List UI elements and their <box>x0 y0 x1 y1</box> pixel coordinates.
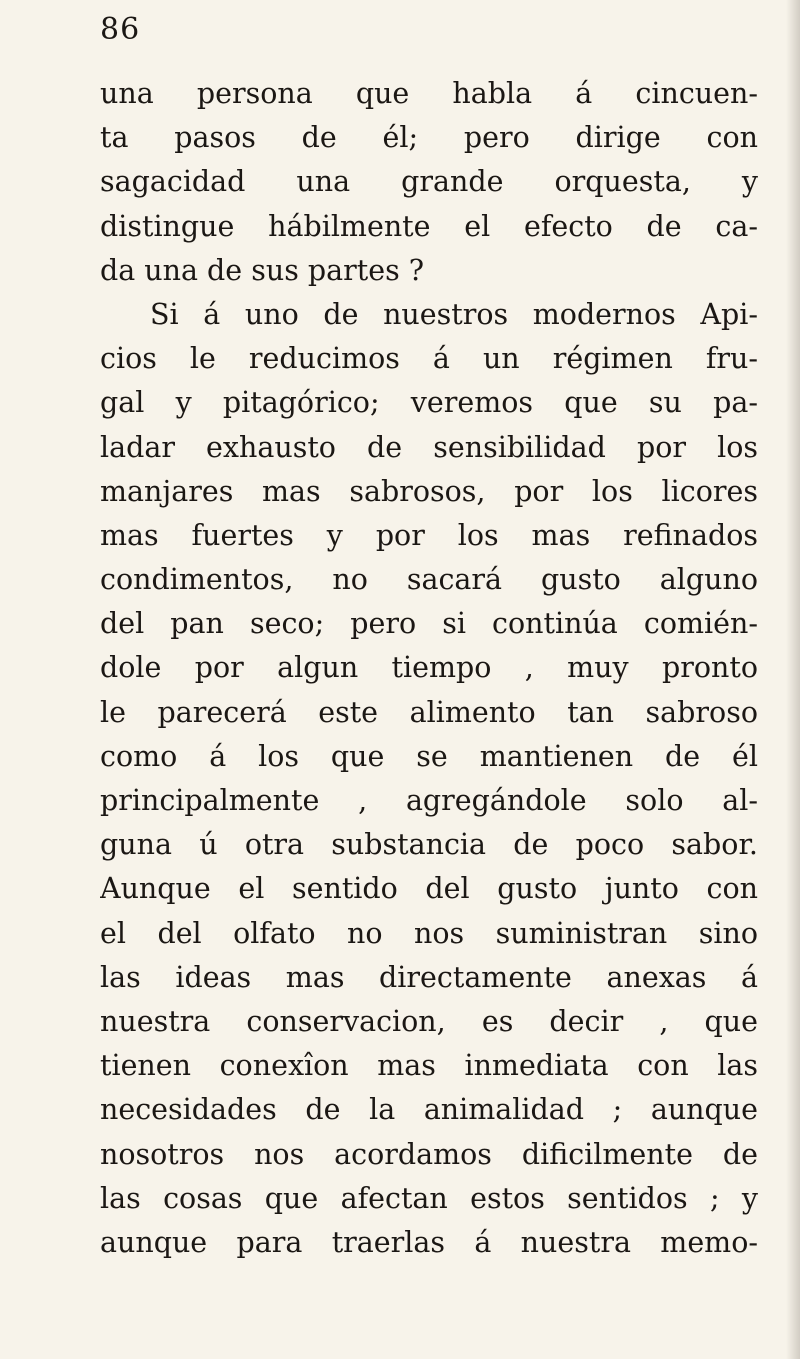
text-line: una persona que habla á cincuen- <box>100 77 758 110</box>
text-line: del pan seco; pero si continúa comién- <box>100 607 758 641</box>
text-line: las ideas mas directamente anexas á <box>100 960 758 994</box>
page-number: 86 <box>100 12 141 47</box>
text-line: gal y pitagórico; veremos que su pa- <box>100 386 758 420</box>
text-line: guna ú otra substancia de poco sabor. <box>100 828 758 862</box>
text-line: le parecerá este alimento tan sabroso <box>100 695 758 729</box>
text-line: ta pasos de él; pero dirige con <box>100 121 758 155</box>
text-line: manjares mas sabrosos, por los licores <box>100 474 758 508</box>
text-line: las cosas que afectan estos sentidos ; y <box>100 1181 758 1215</box>
text-line: Aunque el sentido del gusto junto con <box>100 872 758 906</box>
text-line: tienen conexîon mas inmediata con las <box>100 1049 758 1083</box>
text-line: como á los que se mantienen de él <box>100 739 758 773</box>
text-line: sagacidad una grande orquesta, y <box>100 165 758 199</box>
text-line: aunque para traerlas á nuestra memo- <box>100 1225 758 1259</box>
body-text <box>100 72 758 1265</box>
text-line: condimentos, no sacará gusto alguno <box>100 563 758 597</box>
text-line: Si á uno de nuestros modernos Api- <box>150 297 758 331</box>
text-line: cios le reducimos á un régimen fru- <box>100 342 758 376</box>
text-line: ladar exhausto de sensibilidad por los <box>100 430 758 464</box>
text-line: nosotros nos acordamos dificilmente de <box>100 1137 758 1171</box>
text-line: da una de sus partes ? <box>100 253 425 287</box>
text-line: el del olfato no nos suministran sino <box>100 916 758 950</box>
text-line: mas fuertes y por los mas refinados <box>100 518 758 552</box>
text-line: nuestra conservacion, es decir , que <box>100 1004 758 1038</box>
page-edge-shadow <box>786 0 800 1359</box>
text-line: distingue hábilmente el efecto de ca- <box>100 209 758 243</box>
text-line: dole por algun tiempo , muy pronto <box>100 651 758 685</box>
text-line: necesidades de la animalidad ; aunque <box>100 1093 758 1127</box>
text-line: principalmente , agregándole solo al- <box>100 784 758 817</box>
